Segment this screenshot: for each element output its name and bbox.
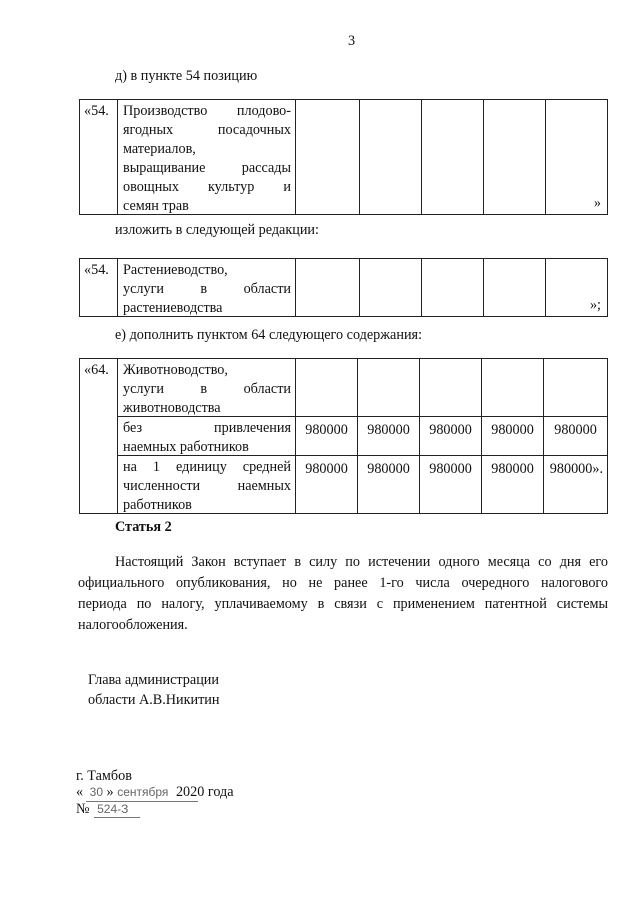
value-cell (358, 359, 420, 417)
value-cell (422, 100, 484, 215)
value-cell: 980000 (358, 456, 420, 514)
table-old-item-54 (79, 99, 608, 215)
value-cell (546, 100, 608, 215)
value-cell (544, 359, 608, 417)
value-cell (420, 359, 482, 417)
item-e-text: е) дополнить пунктом 64 следующего содержания: (115, 327, 423, 343)
value-cell: 980000 (544, 417, 608, 456)
value-cell: 980000 (482, 417, 544, 456)
page-number: 3 (348, 33, 356, 49)
closing-quote: »; (589, 297, 601, 313)
article-line: налогообложения. (78, 617, 188, 633)
value-cell: 980000 (482, 456, 544, 514)
value-cell (296, 259, 360, 317)
date-day: 30 (89, 785, 103, 799)
signature-title: Глава администрации (88, 672, 219, 688)
value-cell: 980000». (544, 456, 608, 514)
number-underline (94, 817, 140, 818)
value-cell (482, 359, 544, 417)
value-cell: 980000 (296, 417, 358, 456)
table-new-item-54 (79, 258, 608, 317)
date-year: 2020 года (175, 784, 234, 800)
value-cell (484, 100, 546, 215)
item-number-cell: «54. (80, 100, 118, 215)
value-cell: 980000 (420, 456, 482, 514)
place-city: г. Тамбов (76, 768, 132, 784)
article-text (78, 552, 608, 636)
value-cell (360, 100, 422, 215)
date-close-quote: » (106, 784, 114, 800)
item-number-cell: «64. (80, 359, 118, 514)
description-cell: Растениеводство, услуги в области растениеводства (118, 259, 296, 317)
date-month: сентября (117, 785, 169, 799)
value-cell (422, 259, 484, 317)
article-line: периода по налогу, уплачиваемому в связи с применением патентной системы (78, 596, 608, 612)
law-number: 524-З (97, 802, 129, 816)
table-item-64 (79, 358, 608, 514)
value-cell (296, 100, 360, 215)
signature-block (88, 670, 219, 710)
signature-name: области А.В.Никитин (88, 692, 220, 708)
item-number-cell: «54. (80, 259, 118, 317)
closing-quote: » (593, 195, 601, 211)
date-open-quote: « (76, 784, 84, 800)
article-line: Настоящий Закон вступает в силу по истечении одного месяца со дня его (115, 554, 608, 570)
description-cell: Производство плодово- ягодных посадочных материалов, выращивание рассады овощных культур и семян трав (118, 100, 296, 215)
description-cell: Животноводство, услуги в области животноводства (118, 359, 296, 417)
registration-number (76, 801, 128, 818)
row-label-cell: на 1 единицу средней численности наемных работников (118, 456, 296, 514)
value-cell (360, 259, 422, 317)
value-cell (296, 359, 358, 417)
row-label-cell: без привлечения наемных работников (118, 417, 296, 456)
article-line: официального опубликования, но не ранее 1-го числа очередного налогового (78, 575, 608, 591)
item-d-text: д) в пункте 54 позицию (115, 68, 258, 84)
value-cell (484, 259, 546, 317)
value-cell: 980000 (420, 417, 482, 456)
article-heading: Статья 2 (115, 519, 172, 535)
signing-date (76, 784, 234, 801)
value-cell: 980000 (296, 456, 358, 514)
revise-text: изложить в следующей редакции: (115, 222, 319, 238)
value-cell (546, 259, 608, 317)
value-cell: 980000 (358, 417, 420, 456)
number-sign: № (76, 801, 90, 817)
